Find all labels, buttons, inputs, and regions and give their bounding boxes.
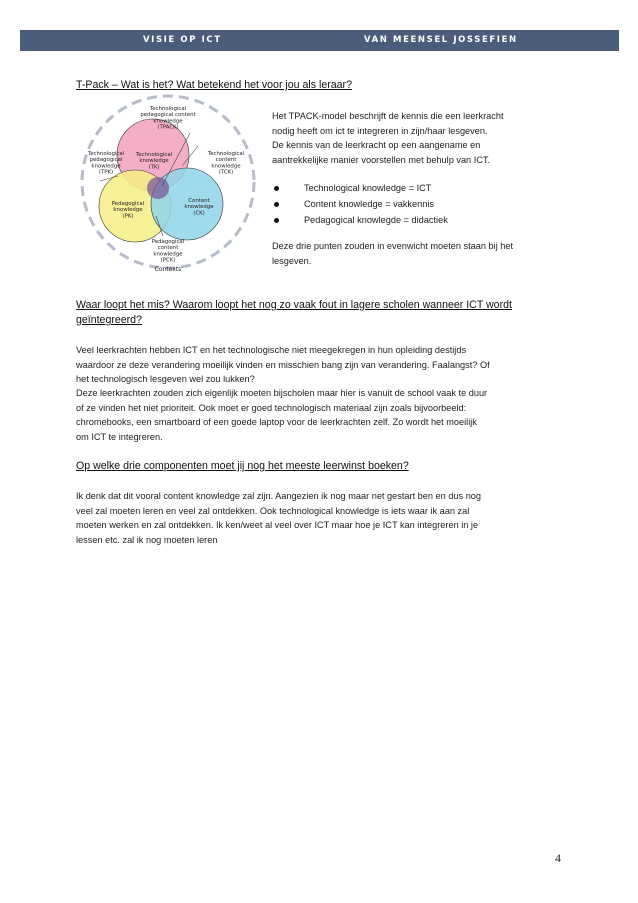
- diagram-label-line: content: [157, 245, 179, 252]
- tpack-diagram: [78, 86, 258, 278]
- page-header: [20, 30, 619, 51]
- bullet-icon: [274, 202, 279, 207]
- diagram-label-line: knowledge: [153, 251, 183, 258]
- text-line: of ze vinden het niet prioriteit. Ook moet er goed technologisch materiaal zijn zoals bijvoorbeeld:: [76, 402, 467, 413]
- text-line: lessen etc. zal ik nog moeten leren: [76, 534, 218, 545]
- section3-paragraph: [76, 489, 566, 547]
- diagram-label-line: (PK): [122, 213, 134, 220]
- list-item-text: Content knowledge = vakkennis: [304, 199, 434, 209]
- text-line: waardoor ze deze verandering moeilijk vinden en misschien bang zijn van verandering. Faalangst? Of: [76, 359, 490, 370]
- diagram-label-line: knowledge: [153, 118, 183, 125]
- text-line: lesgeven.: [272, 255, 312, 266]
- diagram-label-line: Technological: [149, 106, 187, 112]
- text-line: veel zal moeten leren en veel zal ontdekken. Ook technological knowledge is iets waar ik aan zal: [76, 505, 470, 516]
- section1-heading: T-Pack – Wat is het? Wat betekend het voor jou als leraar?: [76, 79, 352, 91]
- text-line: het technologisch lesgeven wel zou lukken?: [76, 374, 255, 385]
- heading-line: geïntegreerd?: [76, 314, 142, 326]
- diagram-label-line: knowledge: [184, 204, 214, 211]
- diagram-label-line: (TK): [148, 164, 160, 171]
- diagram-label-line: pedagogical: [89, 157, 123, 164]
- diagram-label-line: (TCK): [218, 169, 234, 176]
- diagram-label-line: knowledge: [113, 207, 143, 214]
- diagram-label-line: Technological: [87, 151, 125, 157]
- diagram-label-line: (PCK): [160, 257, 176, 264]
- text-line: De kennis van de leerkracht op een aangename en: [272, 140, 481, 151]
- pck-label: [152, 239, 185, 264]
- diagram-label-line: (CK): [193, 210, 205, 217]
- list-item: [272, 213, 572, 229]
- tck-label: [207, 151, 244, 176]
- outro-paragraph: [272, 239, 572, 268]
- bullet-icon: [274, 186, 279, 191]
- diagram-label-line: Content: [188, 198, 210, 204]
- diagram-label-line: Technological: [207, 151, 245, 157]
- list-item: [272, 197, 572, 213]
- list-item-text: Pedagogical knowlegde = didactiek: [304, 215, 448, 225]
- page-number: 4: [555, 851, 561, 865]
- text-line: Deze leerkrachten zouden zich eigenlijk moeten bijscholen maar hier is vanuit de school vaak te duur: [76, 388, 488, 398]
- tpack-center: [147, 177, 169, 199]
- diagram-label-line: Pedagogical: [151, 239, 185, 245]
- diagram-label-line: knowledge: [211, 163, 241, 170]
- knowledge-bullet-list: [272, 181, 572, 229]
- diagram-label-line: Technological: [135, 152, 173, 158]
- diagram-label-line: (TPK): [98, 169, 114, 176]
- text-line: nodig heeft om ict te integreren in zijn/haar lesgeven.: [272, 125, 488, 136]
- diagram-label-line: content: [215, 157, 237, 164]
- section2-heading: [76, 298, 546, 328]
- section3-heading: Op welke drie componenten moet jij nog het meeste leerwinst boeken?: [76, 460, 409, 472]
- text-line: Veel leerkrachten hebben ICT en het technologische niet meegekregen in hun opleiding destijds: [76, 345, 467, 355]
- section2-paragraph-1: [76, 343, 566, 387]
- header-title: VISIE OP ICT: [143, 35, 222, 45]
- text-line: chromebooks, een smartboard of een goede laptop voor de leerkrachten zelf. Zo wordt het moeilijk: [76, 417, 477, 428]
- text-line: Deze drie punten zouden in evenwicht moeten staan bij het: [272, 241, 514, 251]
- diagram-label-line: knowledge: [91, 163, 121, 170]
- text-line: moeten werken en zal ontdekken. Ik ken/weet al veel over ICT maar hoe je ICT kan integreren in je: [76, 520, 479, 531]
- intro-paragraph: [272, 109, 572, 167]
- header-author: VAN MEENSEL JOSSEFIEN: [364, 35, 518, 45]
- diagram-label-line: (TPACK): [157, 124, 179, 131]
- tpk-label: [87, 151, 124, 176]
- heading-line: Waar loopt het mis? Waarom loopt het nog zo vaak fout in lagere scholen wanneer ICT wordt: [76, 299, 512, 311]
- text-line: om ICT te integreren.: [76, 431, 163, 442]
- contexts-label: Contexts: [154, 266, 182, 273]
- diagram-label-line: pedagogical content: [140, 112, 196, 119]
- bullet-icon: [274, 218, 279, 223]
- diagram-label-line: knowledge: [139, 158, 169, 165]
- list-item: [272, 181, 572, 197]
- diagram-label-line: Pedagogical: [111, 201, 145, 207]
- text-line: Ik denk dat dit vooral content knowledge zal zijn. Aangezien ik nog maar net gestart ben en dus nog: [76, 491, 482, 501]
- list-item-text: Technological knowledge = ICT: [304, 183, 432, 193]
- section2-paragraph-2: [76, 386, 566, 444]
- text-line: Het TPACK-model beschrijft de kennis die een leerkracht: [272, 111, 504, 121]
- text-line: aantrekkelijke manier voorstellen met behulp van ICT.: [272, 154, 491, 165]
